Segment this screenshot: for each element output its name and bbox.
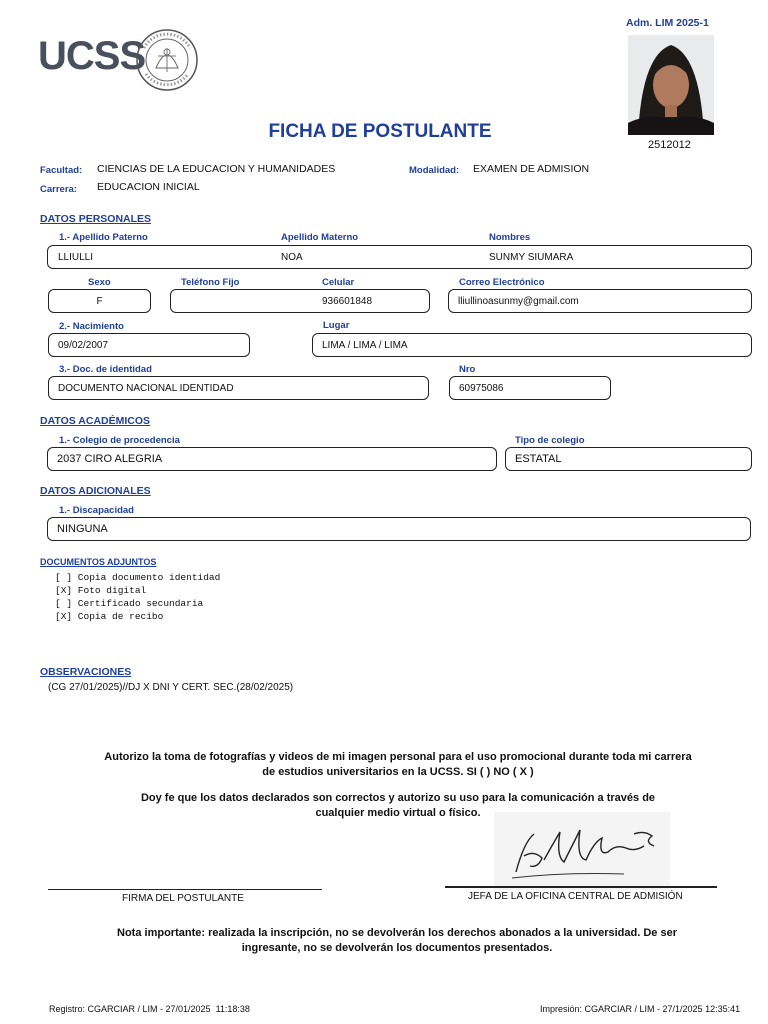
admission-code: Adm. LIM 2025-1 (626, 17, 709, 29)
section-observations: OBSERVACIONES (40, 666, 132, 678)
facultad-label: Facultad: (40, 165, 83, 176)
apellido-paterno-label: 1.- Apellido Paterno (59, 232, 148, 243)
logo-wordmark: UCSS (38, 34, 146, 78)
declaration-line: cualquier medio virtual o físico. (315, 807, 481, 819)
section-academic-data: DATOS ACADÉMICOS (40, 415, 151, 427)
facultad-value: CIENCIAS DE LA EDUCACION Y HUMANIDADES (97, 163, 336, 175)
print-info: Impresión: CGARCIAR / LIM - 27/1/2025 12:35:41 (540, 1004, 741, 1014)
page-title: FICHA DE POSTULANTE (268, 121, 492, 142)
telefono-label: Teléfono Fijo (181, 277, 240, 288)
tipo-colegio-field: ESTATAL (505, 447, 752, 471)
nro-field: 60975086 (449, 376, 611, 400)
applicant-photo (628, 35, 714, 135)
observations-text: (CG 27/01/2025)//DJ X DNI Y CERT. SEC.(28/02/2025) (48, 682, 294, 693)
office-signature-line (445, 886, 717, 888)
phone-cell-field (170, 289, 430, 313)
celular-label: Celular (322, 277, 355, 288)
doc-label: 3.- Doc. de identidad (59, 364, 152, 375)
carrera-label: Carrera: (40, 184, 77, 195)
doc-field: DOCUMENTO NACIONAL IDENTIDAD (48, 376, 429, 400)
correo-label: Correo Electrónico (459, 277, 545, 288)
nacimiento-label: 2.- Nacimiento (59, 321, 124, 332)
nacimiento-field: 09/02/2007 (48, 333, 250, 357)
colegio-field: 2037 CIRO ALEGRIA (47, 447, 497, 471)
section-additional-data: DATOS ADICIONALES (40, 485, 151, 497)
registration-info: Registro: CGARCIAR / LIM - 27/01/2025 11:18:38 (49, 1004, 250, 1014)
university-logo (38, 28, 203, 92)
document-item: [X] Foto digital (55, 585, 147, 596)
note-line: ingresante, no se devolverán los documentos presentados. (241, 942, 553, 954)
sexo-field: F (48, 289, 151, 313)
apellido-materno-value: NOA (281, 251, 303, 263)
section-personal-data: DATOS PERSONALES (40, 213, 152, 225)
apellido-materno-label: Apellido Materno (281, 232, 359, 243)
applicant-signature-line (48, 889, 322, 890)
lugar-field: LIMA / LIMA / LIMA (312, 333, 752, 357)
names-field (47, 245, 752, 269)
carrera-value: EDUCACION INICIAL (97, 181, 200, 193)
office-signature-label: JEFA DE LA OFICINA CENTRAL DE ADMISIÓN (468, 891, 683, 902)
applicant-code: 2512012 (648, 139, 691, 151)
consent-line: Autorizo la toma de fotografías y videos de mi imagen personal para el uso promocional durante toda mi carrera (104, 751, 692, 763)
celular-value: 936601848 (322, 295, 373, 307)
modalidad-value: EXAMEN DE ADMISION (473, 163, 590, 175)
lugar-label: Lugar (323, 320, 350, 331)
apellido-paterno-value: LLIULLI (58, 251, 94, 263)
document-item: [ ] Certificado secundaria (55, 598, 204, 609)
section-attached-documents: DOCUMENTOS ADJUNTOS (40, 557, 157, 567)
correo-field: lliullinoasunmy@gmail.com (448, 289, 752, 313)
document-item: [ ] Copia documento identidad (55, 572, 221, 583)
sexo-label: Sexo (88, 277, 111, 288)
document-item: [X] Copia de recibo (55, 611, 164, 622)
applicant-signature-label: FIRMA DEL POSTULANTE (122, 893, 244, 904)
declaration-line: Doy fe que los datos declarados son correctos y autorizo su uso para la comunicación a través de (140, 792, 656, 804)
image-consent-text (0, 750, 768, 780)
handwritten-signature (494, 812, 670, 890)
consent-line: de estudios universitarios en la UCSS. SI ( ) NO ( X ) (262, 766, 534, 778)
nro-label: Nro (459, 364, 476, 375)
nombres-label: Nombres (489, 232, 531, 243)
discapacidad-label: 1.- Discapacidad (59, 505, 134, 516)
modalidad-label: Modalidad: (409, 165, 460, 176)
person-photo-icon (628, 35, 714, 135)
important-note (0, 926, 768, 956)
attached-documents-list (55, 571, 220, 623)
note-line: Nota importante: realizada la inscripción, no se devolverán los derechos abonados a la universidad. De ser (117, 927, 677, 939)
university-seal-icon (134, 28, 200, 92)
discapacidad-field: NINGUNA (47, 517, 751, 541)
nombres-value: SUNMY SIUMARA (489, 251, 574, 263)
tipo-colegio-label: Tipo de colegio (515, 435, 585, 446)
colegio-label: 1.- Colegio de procedencia (59, 435, 180, 446)
